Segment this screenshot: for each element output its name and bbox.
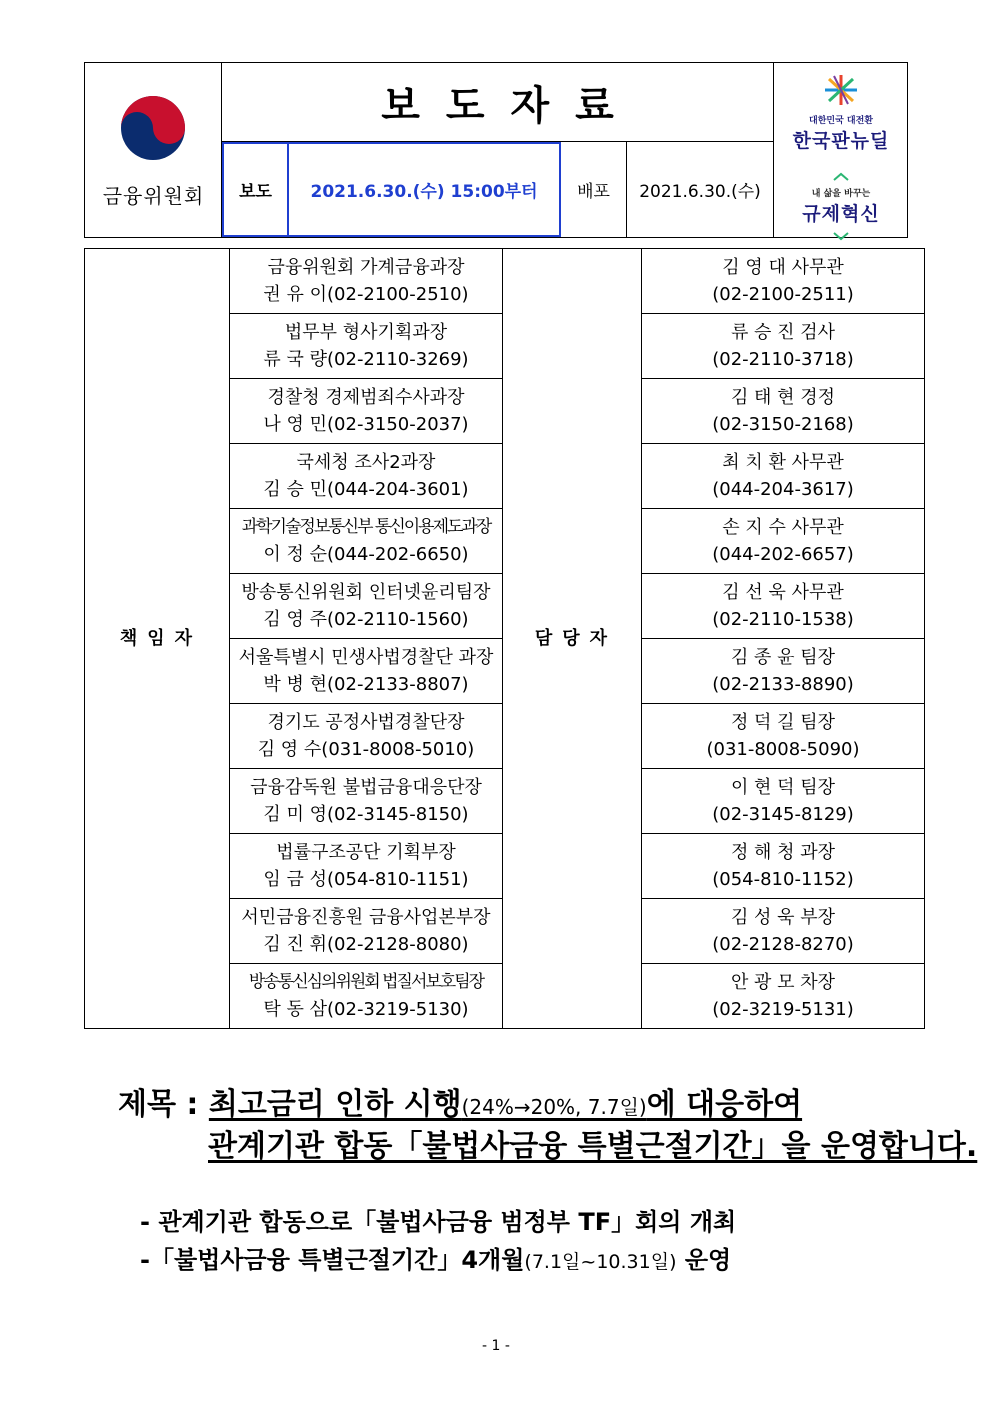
table-row [85, 249, 925, 314]
responsible-person: 권 유 이(02-2100-2510) [263, 284, 469, 305]
staff-cell [642, 964, 925, 1029]
responsible-org: 경찰청 경제범죄수사과장 [267, 387, 465, 408]
staff-cell [642, 704, 925, 769]
responsible-cell [230, 574, 503, 639]
staff-cell [642, 834, 925, 899]
responsible-person: 박 병 현(02-2133-8807) [263, 674, 469, 695]
responsible-cell [230, 769, 503, 834]
staff-phone: (02-2110-1538) [712, 609, 854, 630]
release-datetime: 2021.6.30.(수) 15:00부터 [289, 142, 561, 237]
responsible-org: 방송통신심의위원회 법질서보호팀장 [248, 972, 484, 992]
responsible-person: 김 진 휘(02-2128-8080) [263, 934, 469, 955]
staff-phone: (031-8008-5090) [706, 739, 860, 760]
staff-phone: (02-3150-2168) [712, 414, 854, 435]
staff-phone: (054-810-1152) [712, 869, 854, 890]
responsible-person: 김 영 수(031-8008-5010) [257, 739, 475, 760]
staff-person: 정 덕 길 팀장 [730, 712, 836, 733]
distribution-label: 배포 [561, 142, 627, 237]
headline-main-a: 최고금리 인하 시행 [208, 1087, 462, 1122]
regulatory-reform-logo [774, 167, 908, 245]
responsible-org: 금융감독원 불법금융대응단장 [250, 777, 482, 798]
bullet-text: -「불법사금융 특별근절기간」4개월 [140, 1246, 525, 1274]
responsible-org: 경기도 공정사법경찰단장 [267, 712, 465, 733]
staff-cell [642, 444, 925, 509]
responsible-cell [230, 249, 503, 314]
staff-person: 김 태 현 경정 [730, 387, 836, 408]
responsible-person: 김 미 영(02-3145-8150) [263, 804, 469, 825]
page-number: - 1 - [482, 1338, 510, 1354]
responsible-person: 류 국 량(02-2110-3269) [263, 349, 469, 370]
staff-person: 손 지 수 사무관 [722, 517, 844, 538]
responsible-person: 임 금 성(054-810-1151) [263, 869, 469, 890]
headline-rate-note: (24%→20%, 7.7일) [461, 1095, 647, 1119]
staff-cell [642, 899, 925, 964]
reform-tagline: 내 삶을 바꾸는 [811, 189, 871, 199]
staff-label: 담당자 [503, 249, 642, 1029]
responsible-person: 나 영 민(02-3150-2037) [263, 414, 469, 435]
staff-cell [642, 314, 925, 379]
staff-person: 김 종 윤 팀장 [730, 647, 836, 668]
staff-phone: (02-3219-5131) [712, 999, 854, 1020]
bullet-item [140, 1241, 736, 1281]
responsible-label: 책임자 [85, 249, 230, 1029]
campaign-logos [773, 63, 907, 237]
responsible-org: 국세청 조사2과장 [296, 452, 436, 473]
chevron-up-icon [831, 172, 851, 182]
staff-person: 이 현 덕 팀장 [730, 777, 836, 798]
responsible-cell [230, 834, 503, 899]
headline-main-c: 에 대응하여 [646, 1087, 803, 1122]
bullet-item: - 관계기관 합동으로「불법사금융 범정부 TF」회의 개최 [140, 1208, 737, 1236]
release-label: 보도 [222, 142, 289, 237]
responsible-cell [230, 314, 503, 379]
responsible-org: 금융위원회 가계금융과장 [267, 257, 465, 278]
reform-title: 규제혁신 [802, 203, 880, 225]
staff-cell [642, 509, 925, 574]
staff-phone: (044-204-3617) [712, 479, 854, 500]
staff-cell [642, 574, 925, 639]
distribution-date: 2021.6.30.(수) [639, 182, 761, 202]
staff-cell [642, 769, 925, 834]
staff-cell [642, 249, 925, 314]
headline-prefix: 제목 : [118, 1087, 209, 1122]
headline-line-2: 관계기관 합동「불법사금융 특별근절기간」을 운영합니다. [208, 1129, 978, 1164]
responsible-cell [230, 444, 503, 509]
responsible-org: 과학기술정보통신부 통신이용제도과장 [241, 517, 491, 537]
responsible-person: 김 영 주(02-2110-1560) [263, 609, 469, 630]
staff-cell [642, 379, 925, 444]
press-release-header [84, 62, 908, 238]
staff-person: 정 해 청 과장 [730, 842, 836, 863]
responsible-person: 탁 동 삼(02-3219-5130) [263, 999, 469, 1020]
responsible-org: 법무부 형사기획과장 [284, 322, 448, 343]
staff-person: 김 선 욱 사무관 [722, 582, 844, 603]
new-deal-title: 한국판뉴딜 [792, 130, 890, 152]
staff-person: 류 승 진 검사 [730, 322, 836, 343]
staff-person: 안 광 모 차장 [730, 972, 836, 993]
responsible-org: 서민금융진흥원 금융사업본부장 [241, 907, 491, 928]
korean-new-deal-logo [774, 73, 908, 153]
responsible-cell [230, 639, 503, 704]
bullet-period: (7.1일~10.31일) [524, 1251, 677, 1273]
staff-phone: (02-2110-3718) [712, 349, 854, 370]
staff-cell [642, 639, 925, 704]
headline-line-1 [118, 1085, 918, 1127]
responsible-org: 방송통신위원회 인터넷윤리팀장 [241, 582, 491, 603]
staff-phone: (02-3145-8129) [712, 804, 854, 825]
responsible-org: 서울특별시 민생사법경찰단 과장 [238, 647, 494, 668]
responsible-cell [230, 379, 503, 444]
staff-person: 김 성 욱 부장 [730, 907, 836, 928]
summary-bullets [140, 1203, 736, 1281]
star-burst-icon [821, 73, 861, 107]
responsible-org: 법률구조공단 기획부장 [276, 842, 456, 863]
release-info-row [222, 142, 773, 237]
headline [118, 1085, 978, 1167]
org-name: 금융위원회 [102, 184, 205, 208]
staff-phone: (02-2128-8270) [712, 934, 854, 955]
responsible-cell [230, 509, 503, 574]
chevron-down-icon [831, 231, 851, 241]
staff-person: 김 영 대 사무관 [722, 257, 844, 278]
taegeuk-emblem-icon [118, 93, 188, 163]
new-deal-tagline: 대한민국 대전환 [809, 116, 873, 126]
responsible-cell [230, 964, 503, 1029]
staff-phone: (02-2133-8890) [712, 674, 854, 695]
page-title: 보도자료 [222, 63, 773, 142]
staff-person: 최 치 환 사무관 [722, 452, 844, 473]
staff-phone: (02-2100-2511) [712, 284, 854, 305]
contacts-table [84, 248, 925, 1029]
staff-phone: (044-202-6657) [712, 544, 854, 565]
responsible-person: 이 정 순(044-202-6650) [263, 544, 469, 565]
responsible-person: 김 승 민(044-204-3601) [263, 479, 469, 500]
bullet-text-end: 운영 [676, 1246, 732, 1274]
fsc-logo-block [85, 63, 222, 237]
responsible-cell [230, 704, 503, 769]
headline-main [209, 1087, 802, 1122]
responsible-cell [230, 899, 503, 964]
